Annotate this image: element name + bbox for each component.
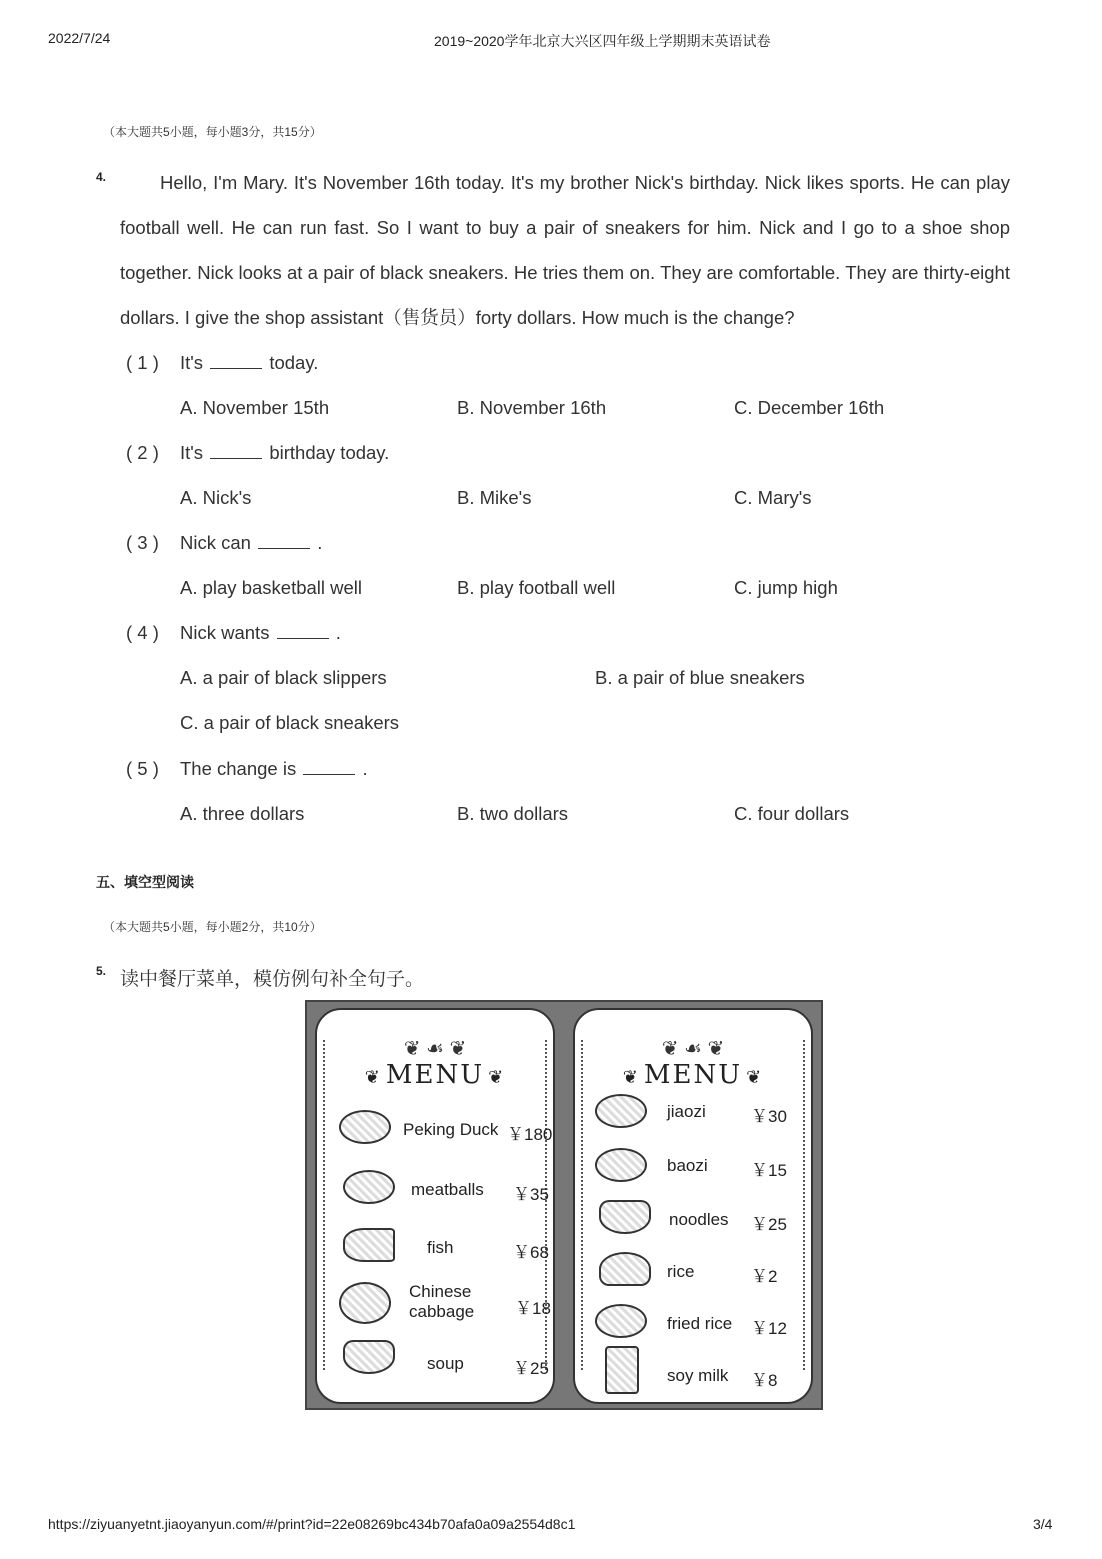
soup-bowl-icon — [343, 1340, 395, 1374]
subquestion-number: ( 5 ) — [126, 758, 159, 779]
rice-bowl-icon — [599, 1252, 651, 1286]
answer-blank — [210, 444, 262, 459]
soy-milk-cup-icon — [605, 1346, 639, 1394]
menu-item-price: ￥25 — [513, 1359, 549, 1378]
passage-text: Hello, I'm Mary. It's November 16th today. It's my brother Nick's birthday. Nick likes sports. He can play football well. He can run fast. So I want to buy a pair of sneakers for him. Nick and I go to a shoe shop together. Nick looks at a pair of black sneakers. He tries them on. They are comfortable. They are thirty-eight dollars. I give the shop assistant（售货员）forty dollars. How much is the change? — [120, 172, 1010, 328]
option-c: C. a pair of black sneakers — [180, 712, 400, 733]
cabbage-icon — [339, 1282, 391, 1324]
option-a: A. three dollars — [180, 803, 305, 824]
option-b: B. play football well — [457, 577, 616, 598]
page-number: 3/4 — [1033, 1516, 1053, 1532]
menu-item-name: fried rice — [667, 1314, 733, 1333]
ornament-icon: ❦ ☙ ❦ — [661, 1038, 725, 1060]
menu-item-name: Peking Duck — [403, 1120, 499, 1139]
menu-item-price: ￥15 — [751, 1161, 787, 1180]
subquestion-stem: The change is . — [180, 758, 368, 779]
option-a: A. a pair of black slippers — [180, 667, 387, 688]
question-number: 5. — [96, 964, 107, 978]
menu-title: ❦ MENU ❦ — [575, 1060, 811, 1090]
subquestion-number: ( 4 ) — [126, 622, 159, 643]
menu-title: ❦ MENU ❦ — [317, 1060, 553, 1090]
subquestion-number: ( 3 ) — [126, 532, 159, 553]
option-c: C. jump high — [734, 577, 838, 598]
menu-item-name: noodles — [669, 1210, 729, 1229]
menu-item-price: ￥12 — [751, 1319, 787, 1338]
subquestion-number: ( 1 ) — [126, 352, 159, 373]
ornament-icon: ❦ ☙ ❦ — [403, 1038, 467, 1060]
subquestion-stem: Nick can . — [180, 532, 323, 553]
option-b: B. Mike's — [457, 487, 532, 508]
answer-blank — [303, 760, 355, 775]
section-note: （本大题共5小题，每小题2分，共10分） — [103, 920, 322, 934]
section-heading: 五、填空型阅读 — [96, 874, 194, 890]
option-c: C. December 16th — [734, 397, 885, 418]
question-instruction: 读中餐厅菜单，模仿例句补全句子。 — [120, 968, 425, 990]
menu-item-name: soup — [427, 1354, 464, 1373]
page-url: https://ziyuanyetnt.jiaoyanyun.com/#/print?id=22e08269bc434b70afa0a09a2554d8c1 — [48, 1516, 576, 1532]
document-title: 2019~2020学年北京大兴区四年级上学期期末英语试卷 — [434, 33, 771, 49]
menu-item-price: ￥18 — [515, 1299, 551, 1318]
menu-card-right — [573, 1008, 813, 1404]
restaurant-menu-image — [305, 1000, 823, 1410]
menu-item-price: ￥68 — [513, 1243, 549, 1262]
menu-item-price: ￥30 — [751, 1107, 787, 1126]
menu-item-name: fish — [427, 1238, 454, 1257]
option-b: B. a pair of blue sneakers — [595, 667, 805, 688]
option-a: A. November 15th — [180, 397, 330, 418]
menu-item-name: Chinese cabbage — [409, 1282, 475, 1321]
menu-item-price: ￥35 — [513, 1185, 549, 1204]
menu-item-price: ￥180 — [507, 1125, 553, 1144]
answer-blank — [277, 624, 329, 639]
menu-card-left — [315, 1008, 555, 1404]
answer-blank — [258, 534, 310, 549]
option-a: A. Nick's — [180, 487, 252, 508]
duck-icon — [339, 1110, 391, 1144]
fish-icon — [343, 1228, 395, 1262]
option-c: C. four dollars — [734, 803, 850, 824]
menu-item-price: ￥2 — [751, 1267, 778, 1286]
question-number: 4. — [96, 170, 107, 184]
menu-item-price: ￥25 — [751, 1215, 787, 1234]
option-b: B. two dollars — [457, 803, 569, 824]
option-c: C. Mary's — [734, 487, 812, 508]
reading-passage — [120, 160, 1010, 340]
menu-item-name: soy milk — [667, 1366, 729, 1385]
answer-blank — [210, 354, 262, 369]
section-note: （本大题共5小题，每小题3分，共15分） — [103, 125, 322, 139]
fried-rice-icon — [595, 1304, 647, 1338]
meatballs-icon — [343, 1170, 395, 1204]
menu-item-name: rice — [667, 1262, 695, 1281]
noodles-icon — [599, 1200, 651, 1234]
menu-item-name: baozi — [667, 1156, 708, 1175]
baozi-icon — [595, 1148, 647, 1182]
subquestion-stem: It's birthday today. — [180, 442, 390, 463]
menu-item-name: meatballs — [411, 1180, 484, 1199]
subquestion-number: ( 2 ) — [126, 442, 159, 463]
option-a: A. play basketball well — [180, 577, 363, 598]
subquestion-stem: It's today. — [180, 352, 319, 373]
menu-item-price: ￥8 — [751, 1371, 778, 1390]
option-b: B. November 16th — [457, 397, 607, 418]
jiaozi-icon — [595, 1094, 647, 1128]
menu-item-name: jiaozi — [667, 1102, 706, 1121]
subquestion-stem: Nick wants . — [180, 622, 341, 643]
print-date: 2022/7/24 — [48, 30, 111, 46]
